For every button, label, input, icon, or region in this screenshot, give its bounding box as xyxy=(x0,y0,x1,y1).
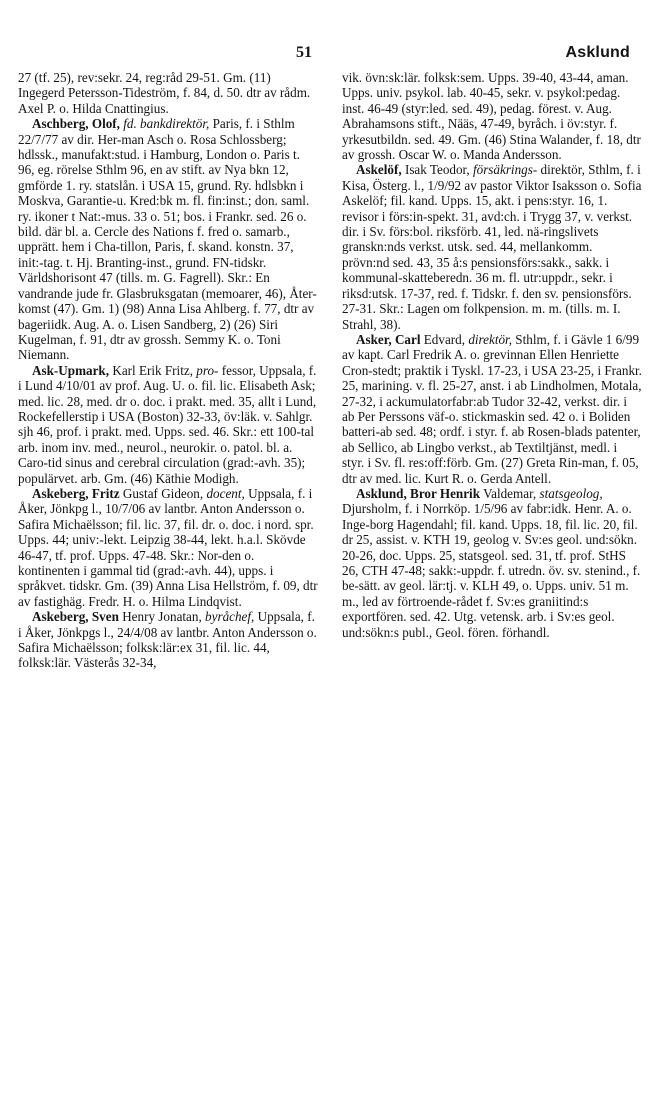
biography-entry xyxy=(18,116,318,363)
running-head: Asklund xyxy=(565,44,630,61)
entry-text: 27 (tf. 25), rev:sekr. 24, reg:råd 29-51. Gm. (11) Ingegerd Petersson-Tideström, f. 84, d. 50. dtr av rådm. Axel P. o. Hilda Cnattingius. xyxy=(18,70,311,116)
entry-name: Asklund, Bror Henrik xyxy=(356,485,481,501)
entry-given-names: Isak Teodor, xyxy=(404,162,470,178)
entry-given-names: Gustaf Gideon, xyxy=(122,485,204,501)
entry-name: Askelöf, xyxy=(356,162,402,178)
entry-text: Uppsala, f. i Åker, Jönkpg l., 10/7/06 av lantbr. Anton Andersson o. Safira Michaëlsson; fil. lic. 37, fil. dr. o. doc. i nord. spr. Upps. 44; univ:-​lekt. Leipzig 38-44, lekt. h.a.l. Skövde 46-47, tf. prof. Upps. 47-48. Skr.: Nor-​den o. kontinenten i gammal tid (grad:-​avh. 44), upps. i språkvet. tidskr. Gm. (39) Anna Lisa Hellström, f. 09, dtr av fastighäg. Fredr. H. o. Hilma Lindqvist. xyxy=(18,485,318,609)
entry-given-names: Karl Erik Fritz, xyxy=(112,362,193,378)
entry-title: direktör, xyxy=(468,331,512,347)
entry-given-names: Henry Jonatan, xyxy=(122,609,202,625)
entry-title: försäkrings- xyxy=(472,162,538,178)
entry-text: Paris, f. i Sthlm 22/7/77 av dir. Her-​man Asch o. Rosa Schlossberg; hdlssk., manufakt:stud. i Hamburg, London o. Paris t. 96, eg. rörelse Sthlm 96, en av stift. av Nya bkn 12, gmförde 1. ry. statslån. i USA 15, grund. Ry. hdlsbkn i Moskva, Garantie-​u. Kred:bk m. fl. fin:inst.; don. saml. ry. ikoner t Nat:-​mus. 33 o. 51; bos. i Frankr. sed. 26 o. bild. där bl. a. Cercle des Nations f. fred o. samarb., upprätt. hem i Cha-​tillon, Paris, f. skand. konstn. 37, init:-​tag. t. Hj. Branting-inst., grund. FN-​tidskr. Världshorisont 47 (tills. m. G. Fagrell). Skr.: En vandrande jude fr. Glasbruksgatan (memoarer, 46), Åter-​komst (47). Gm. 1) (98) Anna Lisa Ahlberg. f. 77, dtr av bageriidk. Aug. A. o. Lisen Sandberg, 2) (26) Siri Kugelman, f. 91, dtr av grossh. Semmy K. o. Toni Niemann. xyxy=(18,116,317,363)
entry-text: direktör, Sthlm, f. i Kisa, Österg. l., 1/9/92 av pastor Viktor Isaksson o. Sofia Askelöf; fil. kand. Upps. 15, akt. i pens:styr. 16, 1. revisor i förs:in-​spekt. 31, avd:ch. i Trygg 37, v. verkst. dir. i Sv. förs:bol. riksförb. 41, led. nä-​ringslivets granskn:nds verkst. utsk. sed. 44, mellankomm. prövn:nd sed. 43, 35 å:s pensionsförs:sakk., sakk. i kommunal-​skatteberedn. 36 m. fl. utr:uppdr., sekr. i riksd:utsk. 17-37, red. f. Tidskr. f. den sv. pensionsförs. 27-31. Skr.: Lagen om folkpension. m. m. (tills. m. I. Strahl, 38). xyxy=(342,162,642,332)
page-number: 51 xyxy=(296,44,312,61)
entry-given-names: Edvard, xyxy=(423,331,466,347)
right-column xyxy=(342,70,642,640)
entry-title: docent, xyxy=(206,485,245,501)
entry-name: Aschberg, Olof, xyxy=(32,116,120,132)
entry-text: Uppsala, f. i Åker, Jönkpgs l., 24/4/08 av lantbr. Anton Andersson o. Safira Michaëlsson; folksk:lär:ex 31, fil. lic. 44, folksk:lär. Västerås 32-34, xyxy=(18,609,317,671)
entry-title: statsgeolog, xyxy=(539,485,603,501)
entry-name: Askeberg, Sven xyxy=(32,609,119,625)
entry-name: Ask-Upmark, xyxy=(32,362,110,378)
entry-text: Djursholm, f. i Norrköp. 1/5/96 av fabr:idk. Henr. A. o. Inge-​borg Hagendahl; fil. kand. Upps. 18, fil. lic. 20, fil. dr 25, assist. v. KTH 19, geolog v. Sv:es geol. und:sökn. 20-​26, doc. Upps. 25, statsgeol. sed. 31, tf. prof. StHS 26, CTH 47-48; sakk:-​uppdr. f. utredn. öv. sv. stenind., f. be-​sätt. av geol. lär:tj. v. KLH 49, o. Upps. univ. 51 m. m., led av förtroende-​rådet f. Sv:es graniitind:s exportfören. sed. 42. Utg. vetensk. arb. i Sv:es geol. und:sökn:s publ., Geol. fören. förhandl. xyxy=(342,501,641,640)
biography-entry xyxy=(18,609,318,671)
entry-name: Asker, Carl xyxy=(356,331,421,347)
biography-entry xyxy=(342,332,642,486)
biography-entry xyxy=(18,363,318,486)
entry-title: fd. bankdirektör, xyxy=(123,116,210,132)
entry-name: Askeberg, Fritz xyxy=(32,485,120,501)
entry-title: byråchef, xyxy=(205,609,255,625)
biography-entry xyxy=(342,162,642,331)
continued-entry xyxy=(18,70,318,116)
biography-entry xyxy=(342,486,642,640)
continued-entry xyxy=(342,70,642,162)
entry-text: Sthlm, f. i Gävle 1 6/99 av kapt. Carl Fredrik A. o. grevinnan Ellen Henriette Cron-​stedt; praktik i Tyskl. 17-23, i USA 23-25, i Frankr. 25, marining. v. fl. 25-​27, anst. i ab Lindholmen, Motala, 27-​32, i ackumulatorfabr:ab Tudor 32-42, verkst. dir. i ab Per Perssons väf-​o. stickmaskin sed. 42 o. i Boliden batteri-​ab sed. 48; ordf. i styr. f. ab Rosen-​blads patenter, ab Sellico, ab Lingbo verkst., ab Textiltjänst, medl. i styr. i Sv. fl. res:off:förb. Gm. (27) Greta Rin-​man, f. 05, dtr av med. lic. Kurt R. o. Gerda Antell. xyxy=(342,331,642,486)
entry-given-names: Valdemar, xyxy=(483,485,537,501)
biography-entry xyxy=(18,486,318,609)
entry-title: pro- xyxy=(196,362,219,378)
left-column xyxy=(18,70,318,671)
entry-text: vik. övn:sk:lär. folksk:sem. Upps. 39-​40, 43-44, aman. Upps. univ. psykol. lab. 40-45, sekr. v. psykol:pedag. inst. 46-49 (styr:led. sed. 49), pedag. förest. v. Aug. Abrahamsons stift., Nääs, 47-​49, byråch. i öv:styr. f. yrkesutbildn. sed. 49. Gm. (46) Stina Walander, f. 18, dtr av grossh. Oscar W. o. Manda Andersson. xyxy=(342,70,641,163)
entry-text: fessor, Uppsala, f. i Lund 4/10/01 av prof. Aug. U. o. fil. lic. Elisabeth Ask; med. lic. 28, med. dr o. doc. i prakt. med. 35, allt i Lund, Rockefellerstip i USA (Boston) 32-33, öv:läk. v. Sahlgr. sjh 46, prof. i prakt. med. Upps. sed. 46. Skr.: ett 100-tal arb. inom inv. med., neurol., neurokir. o. patol. bl. a. Caro-​tid sinus and cerebral circulation (grad:-​avh. 35); populärvet. arb. Gm. (46) Käthie Modigh. xyxy=(18,362,317,486)
